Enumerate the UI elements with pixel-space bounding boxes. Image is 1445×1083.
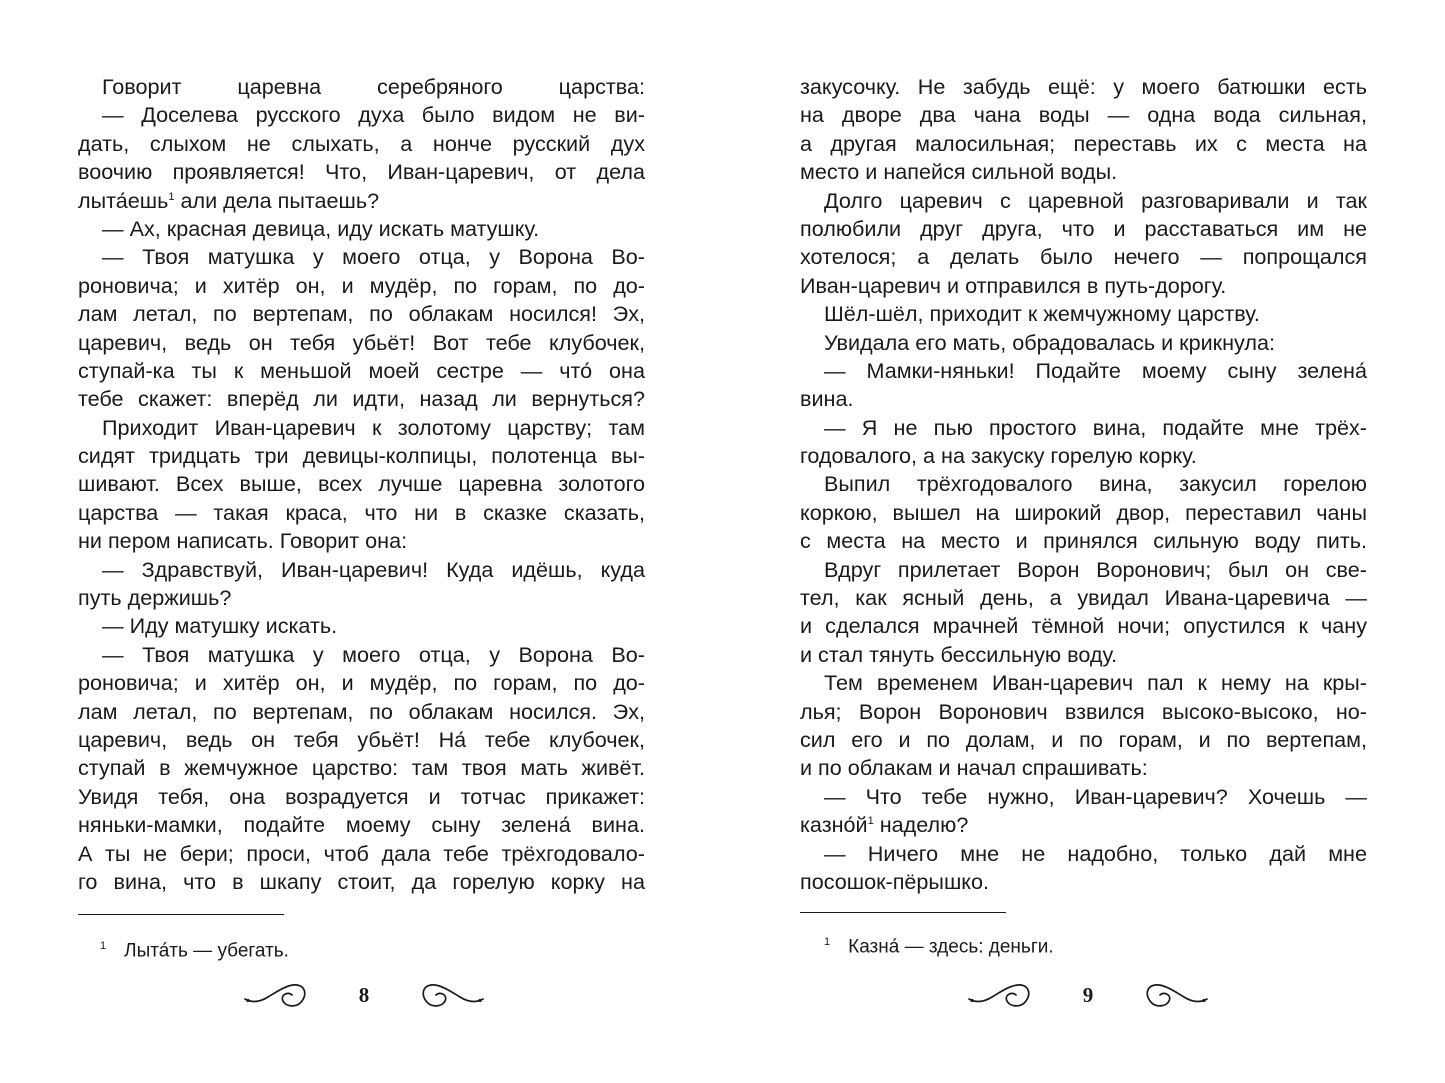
text-line: тебе скажет: вперёд ли идти, назад ли вернуться? — [78, 386, 645, 412]
footnote-ref: 1 — [168, 190, 175, 203]
text-line: тел, как ясный день, а увидал Ивана-царевича — — [800, 585, 1367, 611]
text-line: ступай-ка ты к меньшой моей сестре — что́ она — [78, 357, 645, 383]
text-line: А ты не бери; проси, чтоб дала тебе трёхгодовало- — [78, 840, 645, 866]
page-number: 8 — [358, 982, 370, 1007]
text-line: ступай в жемчужное царство: там твоя мать живёт. — [78, 755, 645, 781]
text-line: коркою, вышел на широкий двор, переставил чаны — [800, 499, 1367, 525]
footnote-text: Казна́ — здесь: деньги. — [848, 936, 1054, 958]
text-line: го вина, что в шкапу стоит, да горелую корку на — [78, 868, 645, 894]
text-line: Приходит Иван-царевич к золотому царству; там — [102, 414, 645, 440]
text-line: — Что тебе нужно, Иван-царевич? Хочешь — — [824, 783, 1367, 809]
text-line: — Твоя матушка у моего отца, у Ворона Во- — [102, 244, 645, 270]
text-line: дать, слыхом не слыхать, а нонче русский дух — [78, 130, 645, 156]
text-line: — Здравствуй, Иван-царевич! Куда идёшь, куда — [102, 556, 645, 582]
text-line: Увидала его мать, обрадовалась и крикнула: — [824, 329, 1275, 355]
flourish-left-icon — [968, 978, 1032, 1012]
text-line — [800, 811, 1367, 839]
text-line: сил его и по долам, и по горам, и по вертепам, — [800, 726, 1367, 752]
text-line: Шёл-шёл, приходит к жемчужному царству. — [824, 301, 1260, 327]
text-line: — Ах, красная девица, иду искать матушку. — [102, 215, 540, 241]
text-fragment: лыта́ешь — [78, 187, 169, 213]
text-line: Выпил трёхгодовалого вина, закусил горелою — [824, 471, 1367, 497]
text-fragment: казно́й — [800, 812, 868, 838]
text-line: лам летал, по вертепам, по облакам носился. Эх, — [78, 698, 645, 724]
flourish-left-icon — [244, 978, 308, 1012]
footnote — [824, 930, 1054, 959]
text-line: воочию проявляется! Что, Иван-царевич, от дела — [78, 159, 645, 185]
text-line: вина. — [800, 386, 854, 412]
text-fragment: али дела пытаешь? — [174, 187, 380, 213]
text-line: и сделался мрачней тёмной ночи; опустился к чану — [800, 613, 1367, 639]
text-line: а другая малосильная; переставь их с места на — [800, 130, 1367, 156]
page-number: 9 — [1082, 982, 1094, 1007]
text-line: — Иду матушку искать. — [102, 613, 338, 639]
text-line: — Мамки-няньки! Подайте моему сыну зелена́ — [824, 357, 1367, 383]
text-line: роновича; и хитёр он, и мудёр, по горам, по до- — [78, 670, 645, 696]
text-line: няньки-мамки, подайте моему сыну зелена́ вина. — [78, 812, 645, 838]
text-line: сидят тридцать три девицы-колпицы, полотенца вы- — [78, 443, 645, 469]
footnote-ref: 1 — [867, 814, 874, 827]
text-line: с места на место и принялся сильную воду пить. — [800, 528, 1367, 554]
text-line: посошок-пёрышко. — [800, 868, 989, 894]
left-page-text — [78, 73, 645, 896]
text-line: — Я не пью простого вина, подайте мне трёх- — [824, 414, 1367, 440]
footnote-number: 1 — [824, 936, 831, 948]
text-line: закусочку. Не забудь ещё: у моего батюшки есть — [800, 74, 1367, 99]
page-folio — [968, 978, 1208, 1012]
text-line: лья; Ворон Воронович взвился высоко-высоко, но- — [800, 698, 1367, 724]
text-line: царства — такая краса, что ни в сказке сказать, — [78, 499, 645, 525]
text-line: путь держишь? — [78, 585, 232, 611]
text-line: шивают. Всех выше, всех лучше царевна золотого — [78, 471, 645, 497]
text-line: и по облакам и начал спрашивать: — [800, 755, 1148, 781]
text-line: ни пером написать. Говорит она: — [78, 528, 408, 554]
footnote-text: Лыта́ть — убегать. — [124, 940, 289, 962]
text-line: Иван-царевич и отправился в путь-дорогу. — [800, 272, 1227, 298]
text-line: Увидя тебя, она возрадуется и тотчас прикажет: — [78, 783, 645, 809]
text-line: Долго царевич с царевной разговаривали и так — [824, 187, 1367, 213]
text-line: лам летал, по вертепам, по облакам носился! Эх, — [78, 301, 645, 327]
text-line: годовалого, а на закуску горелую корку. — [800, 443, 1197, 469]
page-folio — [244, 978, 484, 1012]
footnote — [100, 934, 289, 963]
text-line: хотелося; а делать было нечего — попрощался — [800, 244, 1367, 270]
text-line: и стал тянуть бессильную воду. — [800, 641, 1118, 667]
flourish-right-icon — [1144, 978, 1208, 1012]
text-line: место и напейся сильной воды. — [800, 159, 1118, 185]
text-line: царевич, ведь он тебя убьёт! Вот тебе клубочек, — [78, 329, 645, 355]
right-page-text — [800, 73, 1367, 896]
text-line: Говорит царевна серебряного царства: — [102, 74, 645, 99]
text-fragment: наделю? — [873, 812, 969, 838]
footnote-divider — [800, 912, 1006, 913]
text-line: Вдруг прилетает Ворон Воронович; был он све- — [824, 556, 1367, 582]
text-line — [78, 187, 645, 215]
right-page — [722, 0, 1445, 1083]
text-line: царевич, ведь он тебя убьёт! На́ тебе клубочек, — [78, 726, 645, 752]
text-line: на дворе два чана воды — одна вода сильная, — [800, 102, 1367, 128]
text-line: роновича; и хитёр он, и мудёр, по горам, по до- — [78, 272, 645, 298]
footnote-divider — [78, 914, 284, 915]
text-line: Тем временем Иван-царевич пал к нему на кры- — [824, 670, 1367, 696]
footnote-number: 1 — [100, 940, 107, 952]
flourish-right-icon — [420, 978, 484, 1012]
text-line: — Твоя матушка у моего отца, у Ворона Во- — [102, 641, 645, 667]
text-line: полюбили друг друга, что и расставаться им не — [800, 215, 1367, 241]
left-page — [0, 0, 722, 1083]
text-line: — Доселева русского духа было видом не ви- — [102, 102, 645, 128]
text-line: — Ничего мне не надобно, только дай мне — [824, 840, 1367, 866]
